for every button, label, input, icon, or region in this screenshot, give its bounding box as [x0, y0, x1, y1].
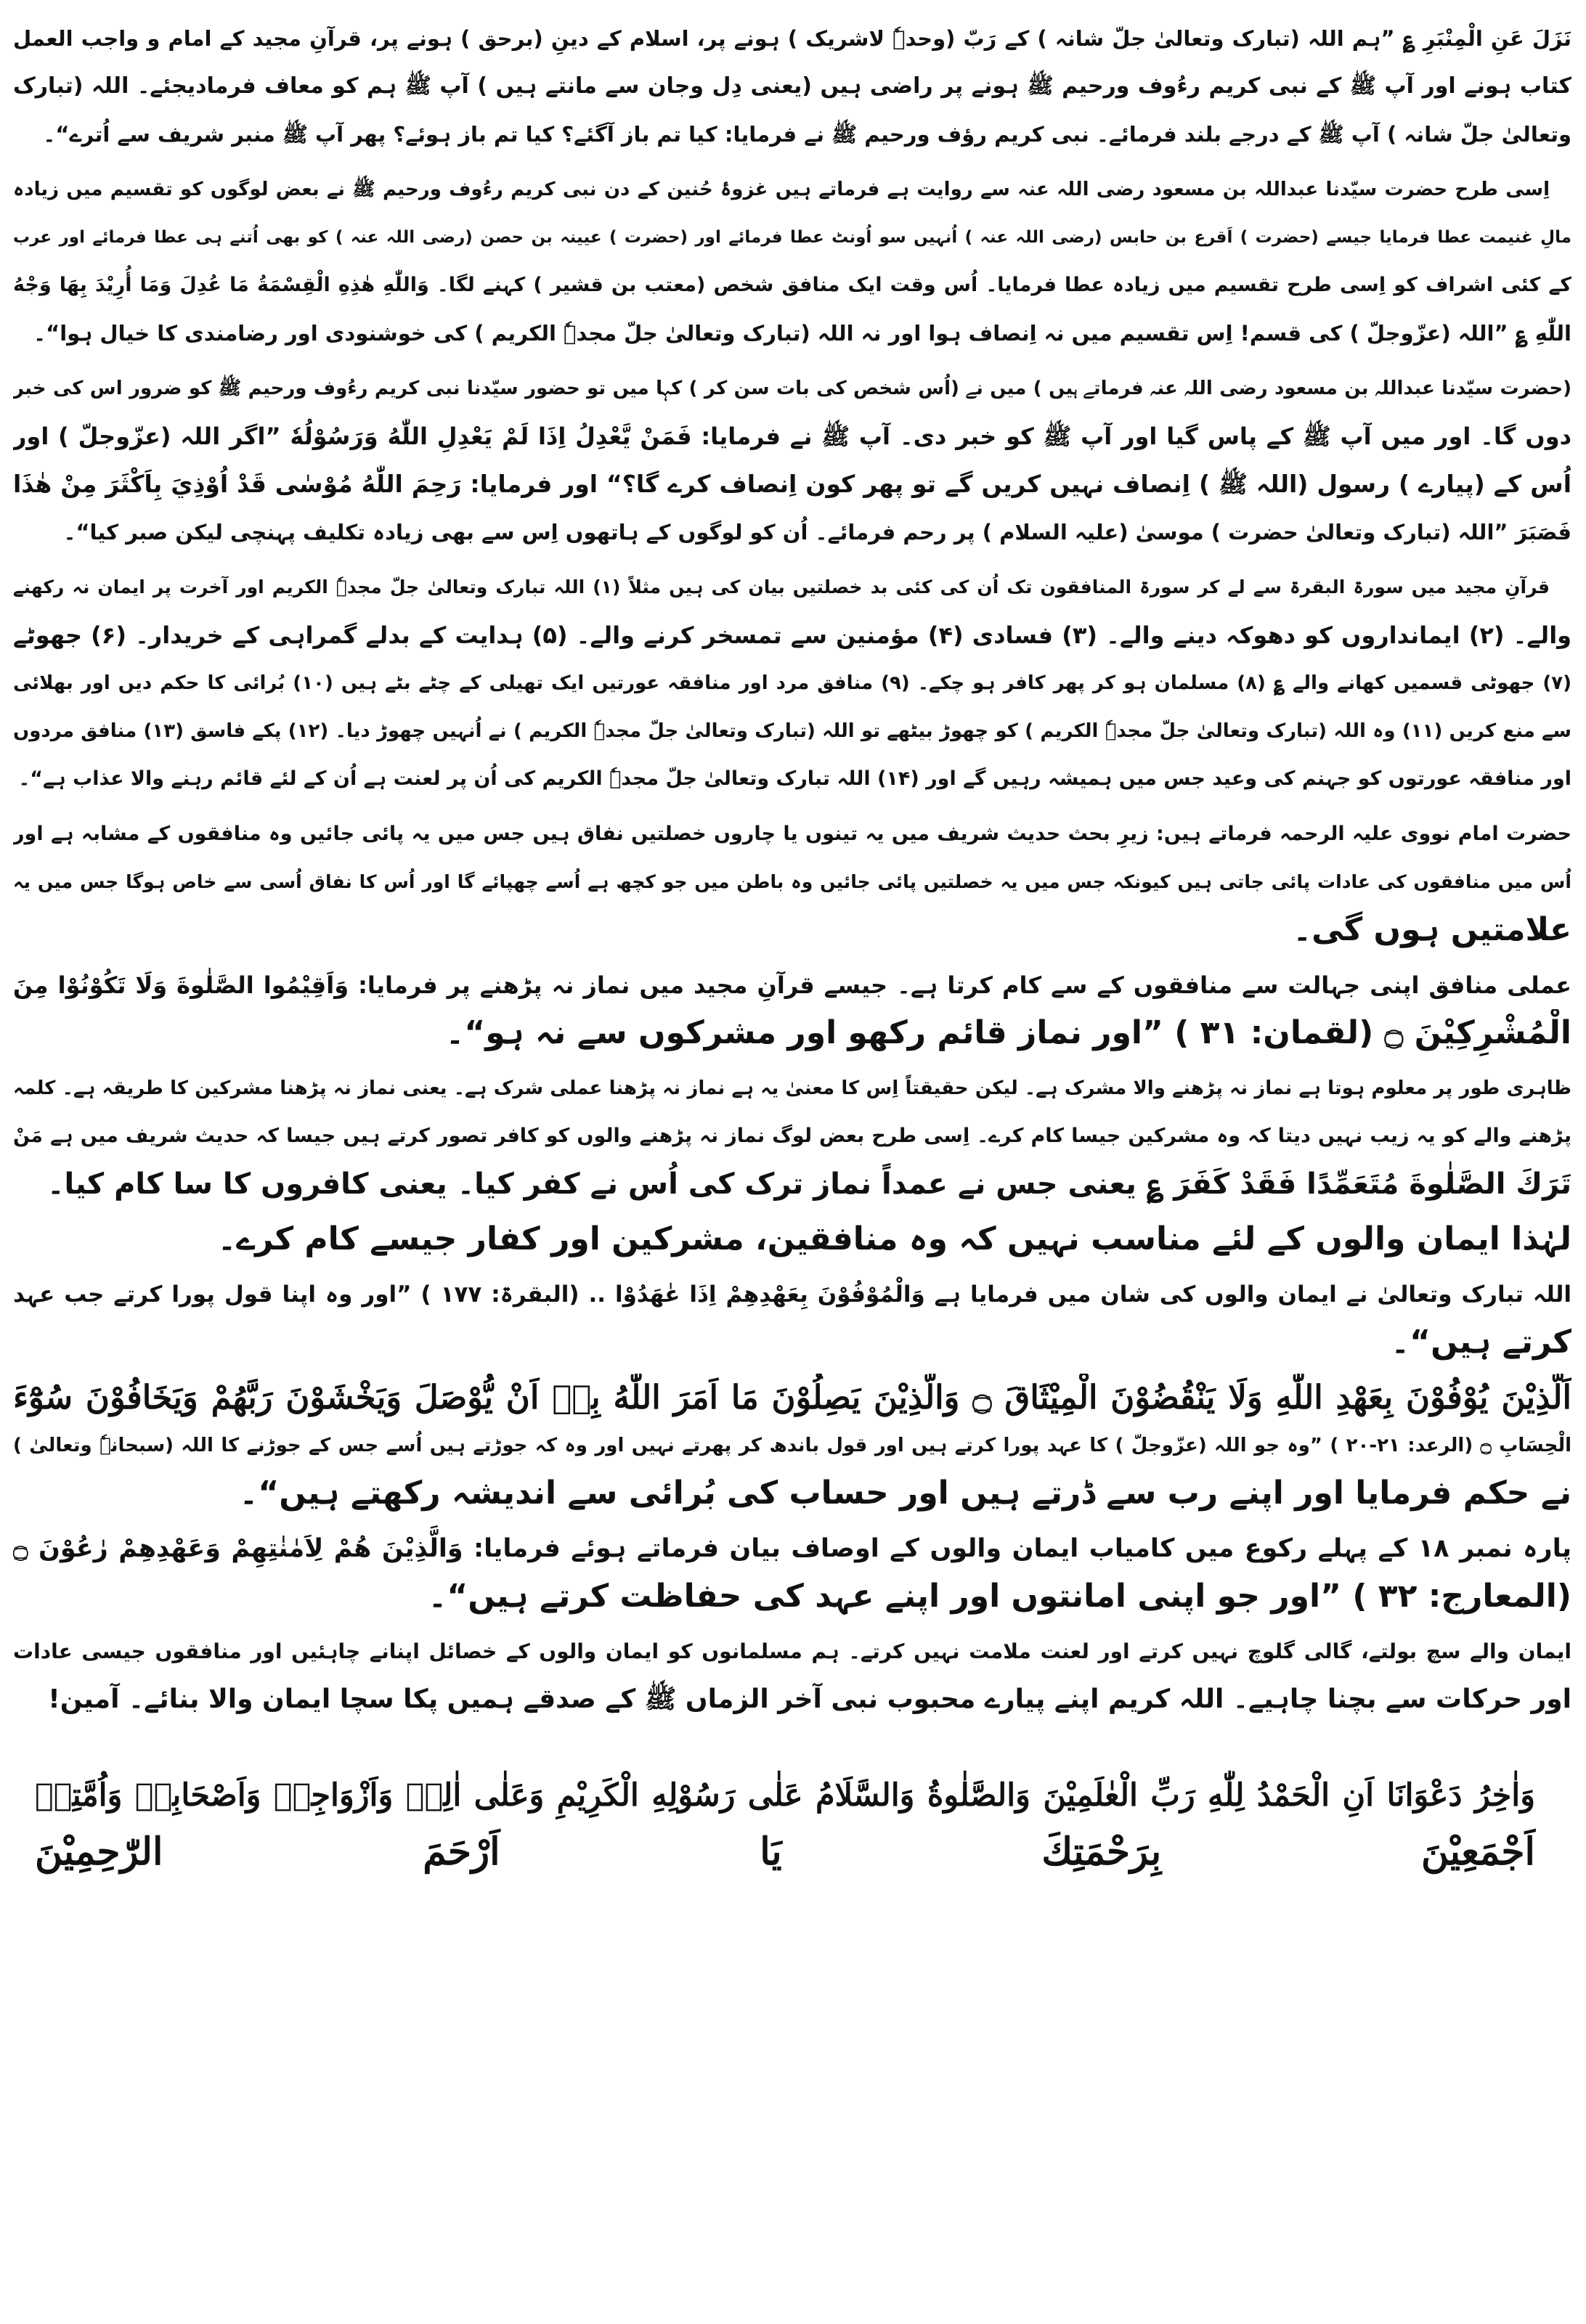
- spacer: [13, 556, 1571, 563]
- text-line: (المعارج: ۳۲ ) ”اور جو اپنی امانتوں اور اپنے عہد کی حفاظت کرتے ہیں“۔: [428, 1578, 1571, 1615]
- document-page: [13, 15, 1571, 2309]
- text-line: مالِ غنیمت عطا فرمایا جیسے (حضرت ) اَقرع بن حابس (رضی اللہ عنہ ) اُنہیں سو اُونٹ عطا فرمائے اور (حضرت ) عیینہ بن حصن (رضی اللہ عنہ ) کو بھی اُتنے ہی عطا فرمائے اور عرب: [13, 228, 1571, 247]
- text-line: لہٰذا ایمان والوں کے لئے مناسب نہیں کہ وہ منافقین، مشرکین اور کفار جیسے کام کرے۔: [217, 1220, 1571, 1257]
- paragraph-10: [13, 1374, 1571, 1517]
- text-line: کتاب ہونے اور آپ ﷺ کے نبی کریم رءُوف ورحیم ﷺ ہونے پر راضی ہیں (یعنی دِل وجان سے مانتے ہیں ) آپ ﷺ ہم کو معاف فرمادیجئے۔ اللہ (تبارک: [13, 73, 1571, 99]
- text-line: کے کئی اشراف کو اِسی طرح تقسیم میں زیادہ عطا فرمایا۔ اُس وقت ایک منافق شخص (معتب بن قشیر ) کہنے لگا۔ وَاللّٰهِ هٰذِهِ الْقِسْمَةُ مَا عُدِلَ وَمَا أُرِيْدَ بِهَا وَجْهُ: [13, 274, 1571, 296]
- spacer: [13, 1057, 1571, 1064]
- paragraph-6: [13, 961, 1571, 1057]
- paragraph-3: [13, 364, 1571, 556]
- text-line: نے حکم فرمایا اور اپنے رب سے ڈرتے ہیں اور حساب کی بُرائی سے اندیشہ رکھتے ہیں“۔: [239, 1475, 1571, 1512]
- text-line: (۷) جھوٹی قسمیں کھانے والے ؏ (۸) مسلمان ہو کر پھر کافر ہو چکے۔ (۹) منافق مرد اور منافقہ عورتیں ایک تھیلی کے چٹے بٹے ہیں (۱۰) بُرائی کا حکم دیں اور بھلائی: [13, 672, 1571, 694]
- paragraph-7: [13, 1064, 1571, 1208]
- paragraph-12: [13, 1628, 1571, 1724]
- text-line: پڑھنے والے کو یہ زیب نہیں دیتا کہ وہ مشرکین جیسا کام کرے۔ اِسی طرح بعض لوگ نماز نہ پڑھنے والوں کو کافر تصور کرتے ہیں جیسا کہ حدیث شریف میں ہے مَنْ: [13, 1125, 1571, 1147]
- text-line: اور حرکات سے بچنا چاہیے۔ اللہ کریم اپنے پیارے محبوب نبی آخر الزماں ﷺ کے صدقے ہمیں پکا سچا ایمان والا بنائے۔ آمین!: [48, 1684, 1571, 1714]
- spacer: [13, 803, 1571, 810]
- spacer: [13, 1724, 1571, 1767]
- text-line: اللّٰهِ ؏ ”اللہ (عزّوجلّ ) کی قسم! اِس تقسیم میں نہ اِنصاف ہوا اور نہ اللہ (تبارک وتعالیٰ جلّ مجدہٗ الکریم ) کی خوشنودی اور رضامندی کا خیال ہوا“۔: [33, 321, 1571, 346]
- text-line: فَصَبَرَ ”اللہ (تبارک وتعالیٰ حضرت ) موسیٰ (علیہ السلام ) پر رحم فرمائے۔ اُن کو لوگوں کے ہاتھوں اِس سے بھی زیادہ تکلیف پہنچی لیکن صبر کیا“۔: [63, 520, 1571, 545]
- text-line: اُس کے (پیارے ) رسول (اللہ ﷺ ) اِنصاف نہیں کریں گے تو پھر کون اِنصاف کرے گا؟“ اور فرمایا: رَحِمَ اللّٰهُ مُوْسٰى قَدْ اُوْذِيَ بِاَكْثَرَ مِنْ هٰذَا: [13, 470, 1571, 498]
- text-line: نَزَلَ عَنِ الْمِنْبَرِ ؏ ”ہم اللہ (تبارک وتعالیٰ جلّ شانہ ) کے رَبّ (وحدہٗ لاشریک ) ہونے پر، اسلام کے دینِ (برحق ) ہونے پر، قرآنِ مجید کے امام و واجب العمل: [13, 26, 1571, 51]
- quran-verse-line: اَلَّذِيْنَ يُوْفُوْنَ بِعَهْدِ اللّٰهِ وَلَا يَنْقُضُوْنَ الْمِيْثَاقَ ۝ وَالَّذِيْنَ يَصِلُوْنَ مَا اَمَرَ اللّٰهُ بِهٖ اَنْ يُّوْصَلَ وَيَخْشَوْنَ رَبَّهُمْ وَيَخَافُوْنَ سُوْٓءَ: [13, 1378, 1571, 1416]
- spacer: [13, 1208, 1571, 1215]
- text-line: اِسی طرح حضرت سیّدنا عبداللہ بن مسعود رضی اللہ عنہ سے روایت ہے فرماتے ہیں غزوۂ حُنین کے دن نبی کریم رءُوف ورحیم ﷺ نے بعض لوگوں کو تقسیم میں زیادہ: [13, 179, 1550, 200]
- text-line: اللہ تبارک وتعالیٰ نے ایمان والوں کی شان میں فرمایا ہے وَالْمُوْفُوْنَ بِعَهْدِهِمْ اِذَا عٰهَدُوْا .. (البقرۃ: ۱۷۷ ) ”اور وہ اپنا قول پورا کرتے جب عہد: [13, 1281, 1571, 1308]
- text-line: حضرت امام نووی علیہ الرحمہ فرماتے ہیں: زیرِ بحث حدیث شریف میں یہ تینوں یا چاروں خصلتیں نفاق ہیں جس میں یہ پائی جائیں وہ منافقوں کے مشابہ ہے اور: [13, 823, 1571, 845]
- text-line: اور منافقہ عورتوں کو جہنم کی وعید جس میں ہمیشہ رہیں گے اور (۱۴) اللہ تبارک وتعالیٰ جلّ مجدہٗ الکریم کی اُن پر لعنت ہے اُن کے لئے قائم رہنے والا عذاب ہے“۔: [18, 767, 1571, 790]
- text-line: علامتیں ہوں گی۔: [1293, 911, 1571, 948]
- spacer: [13, 357, 1571, 364]
- text-line: اُس میں منافقوں کی عادات پائی جاتی ہیں کیونکہ جس میں یہ خصلتیں پائی جائیں وہ باطن میں جو کچھ ہے اُسے چھپائے گا اور اُس کا نفاق اُسی سے خاص ہوگا جس میں یہ: [13, 871, 1571, 892]
- spacer: [13, 158, 1571, 166]
- text-line: ظاہری طور پر معلوم ہوتا ہے نماز نہ پڑھنے والا مشرک ہے۔ لیکن حقیقتاً اِس کا معنیٰ یہ ہے نماز نہ پڑھنا عملی شرک ہے۔ یعنی نماز نہ پڑھنا مشرکین کا طریقہ ہے۔ کلمہ: [13, 1077, 1571, 1099]
- text-line: (حضرت سیّدنا عبداللہ بن مسعود رضی اللہ عنہ فرماتے ہیں ) میں نے (اُس شخص کی بات سن کر ) کہا میں تو حضور سیّدنا نبی کریم رءُوف ورحیم ﷺ کو ضرور اس کی خبر: [13, 378, 1571, 399]
- paragraph-1: [13, 15, 1571, 158]
- spacer: [13, 1620, 1571, 1628]
- dua-line: اَجْمَعِيْنَ بِرَحْمَتِكَ يَا اَرْحَمَ الرّٰحِمِيْنَ: [35, 1830, 1535, 1874]
- text-line: وتعالیٰ جلّ شانہ ) آپ ﷺ کے درجے بلند فرمائے۔ نبی کریم رؤف ورحیم ﷺ نے فرمایا: کیا تم باز آگئے؟ کیا تم باز ہوئے؟ پھر آپ ﷺ منبر شریف سے اُترے“۔: [43, 122, 1571, 147]
- spacer: [13, 1366, 1571, 1374]
- paragraph-8: [13, 1215, 1571, 1263]
- text-line: پارہ نمبر ۱۸ کے پہلے رکوع میں کامیاب ایمان والوں کے اوصاف بیان فرماتے ہوئے فرمایا: وَالَّذِيْنَ هُمْ لِاَمٰنٰتِهِمْ وَعَهْدِهِمْ رٰعُوْنَ ۝: [13, 1534, 1571, 1563]
- paragraph-9: [13, 1271, 1571, 1366]
- text-line: تَرَكَ الصَّلٰوةَ مُتَعَمِّدًا فَقَدْ كَفَرَ ؏ یعنی جس نے عمداً نماز ترک کی اُس نے کفر کیا۔ یعنی کافروں کا سا کام کیا۔: [47, 1167, 1571, 1201]
- dua-line: وَاٰخِرُ دَعْوَانَا اَنِ الْحَمْدُ لِلّٰهِ رَبِّ الْعٰلَمِيْنَ وَالصَّلٰوةُ وَالسَّلَامُ عَلٰى رَسُوْلِهِ الْكَرِيْمِ وَعَلٰى اٰلِهٖ وَاَزْوَاجِهٖ وَاَصْحَابِهٖ وَاُمَّتِهٖ: [35, 1777, 1535, 1814]
- closing-dua: [13, 1767, 1571, 1880]
- text-line: والے۔ (۲) ایمانداروں کو دھوکہ دینے والے۔ (۳) فسادی (۴) مؤمنین سے تمسخر کرنے والے۔ (۵) ہدایت کے بدلے گمراہی کے خریدار۔ (۶) جھوٹے: [13, 621, 1571, 649]
- text-line: قرآنِ مجید میں سورۃ البقرۃ سے لے کر سورۃ المنافقون تک اُن کی کئی بد خصلتیں بیان کی ہیں مثلاً (۱) اللہ تبارک وتعالیٰ جلّ مجدہٗ الکریم اور آخرت پر ایمان نہ رکھنے: [13, 576, 1550, 598]
- paragraph-11: [13, 1525, 1571, 1620]
- text-line: الْمُشْرِكِيْنَ ۝ (لقمان: ۳۱ ) ”اور نماز قائم رکھو اور مشرکوں سے نہ ہو“۔: [445, 1014, 1571, 1051]
- paragraph-2: [13, 166, 1571, 357]
- spacer: [13, 1517, 1571, 1525]
- text-line: دوں گا۔ اور میں آپ ﷺ کے پاس گیا اور آپ ﷺ کو خبر دی۔ آپ ﷺ نے فرمایا: فَمَنْ يَّعْدِلُ اِذَا لَمْ يَعْدِلِ اللّٰهُ وَرَسُوْلُهٗ ”اگر اللہ (عزّوجلّ ) اور: [13, 423, 1571, 450]
- text-line: ایمان والے سچ بولتے، گالی گلوچ نہیں کرتے اور لعنت ملامت نہیں کرتے۔ ہم مسلمانوں کو ایمان والوں کے خصائل اپنانے چاہئیں اور منافقوں جیسی عادات: [13, 1639, 1571, 1663]
- text-line: الْحِسَابِ ۝ (الرعد: ۲۱-۲۰ ) ”وہ جو اللہ (عزّوجلّ ) کا عہد پورا کرتے ہیں اور قول باندھ کر پھرتے نہیں اور وہ کہ جوڑتے ہیں اُسے جس کے جوڑنے کا اللہ (سبحانہٗ وتعالیٰ ): [13, 1435, 1571, 1456]
- spacer: [13, 954, 1571, 961]
- paragraph-4: [13, 563, 1571, 803]
- text-line: کرتے ہیں“۔: [1391, 1324, 1571, 1361]
- paragraph-5: [13, 810, 1571, 954]
- text-line: سے منع کریں (۱۱) وہ اللہ (تبارک وتعالیٰ جلّ مجدہٗ الکریم ) کو چھوڑ بیٹھے تو اللہ (تبارک وتعالیٰ جلّ مجدہٗ الکریم ) نے اُنہیں چھوڑ دیا۔ (۱۲) پکے فاسق (۱۳) منافق مردوں: [13, 720, 1571, 742]
- spacer: [13, 1263, 1571, 1271]
- text-line: عملی منافق اپنی جہالت سے منافقوں کے سے کام کرتا ہے۔ جیسے قرآنِ مجید میں نماز نہ پڑھنے پر فرمایا: وَاَقِيْمُوا الصَّلٰوةَ وَلَا تَكُوْنُوْا مِنَ: [13, 971, 1571, 999]
